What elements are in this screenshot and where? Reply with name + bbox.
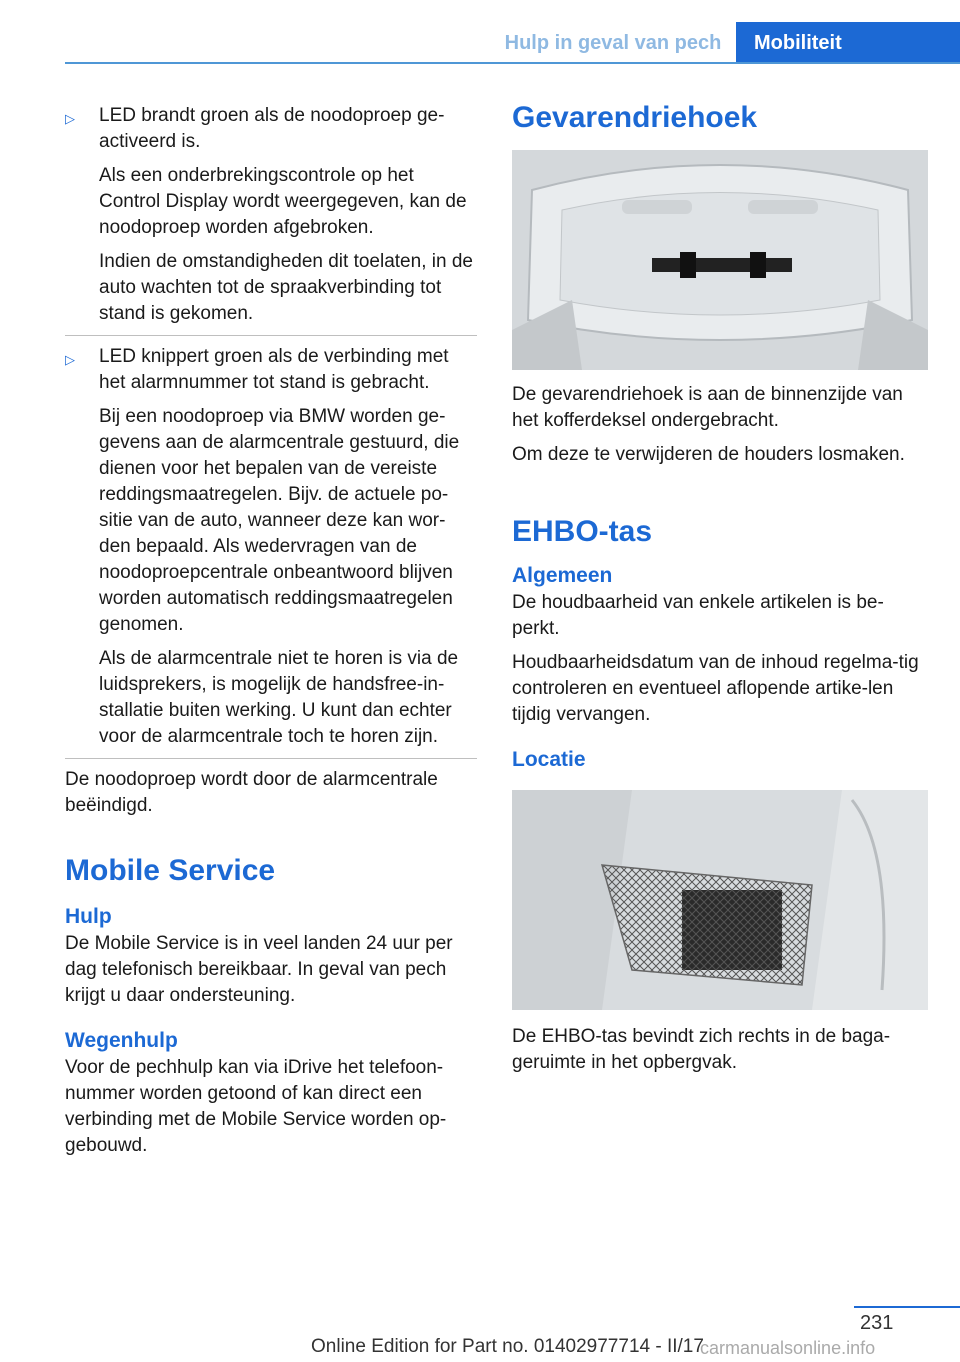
wegenhulp-text: Voor de pechhulp kan via iDrive het telefoon-nummer worden getoond of kan direct een verbinding met de Mobile Service worden op-gebouwd. [65, 1057, 447, 1156]
trunk-lid-image [512, 150, 928, 370]
triangle-bullet-icon: ▷ [65, 111, 75, 126]
algemeen-heading: Algemeen [512, 564, 613, 587]
header-rule [65, 62, 960, 64]
luggage-compartment-image [512, 790, 928, 1010]
chapter-tab[interactable]: Mobiliteit [736, 22, 960, 62]
divider [65, 758, 477, 759]
page-header [0, 22, 960, 62]
ehbo-heading: EHBO-tas [512, 515, 653, 548]
wegenhulp-heading: Wegenhulp [65, 1029, 178, 1052]
triangle-bullet-icon: ▷ [65, 352, 75, 367]
bullet-paragraph: Als de alarmcentrale niet te horen is via de luidsprekers, is mogelijk de handsfree-in-stallatie buiten werking. U kunt dan echter voor de alarmcentrale toch te horen zijn. [99, 648, 459, 747]
bullet-paragraph: Als een onderbrekingscontrole op het Control Display wordt weergegeven, kan de noodoproep worden afgebroken. [99, 165, 467, 238]
hulp-heading: Hulp [65, 905, 112, 928]
algemeen-text-2: Houdbaarheidsdatum van de inhoud regelma-tig controleren en eventueel aflopende artike-len tijdig vervangen. [512, 652, 919, 725]
algemeen-text-1: De houdbaarheid van enkele artikelen is be-perkt. [512, 592, 884, 639]
bullet-lead: LED brandt groen als de noodoproep ge-activeerd is. [99, 105, 445, 152]
watermark: carmanualsonline.info [700, 1338, 876, 1358]
left-column [65, 103, 477, 1167]
bullet-lead: LED knippert groen als de verbinding met het alarmnummer tot stand is gebracht. [99, 346, 449, 393]
edition-note: Online Edition for Part no. 01402977714 - II/17 [311, 1336, 704, 1357]
section-tab[interactable]: Hulp in geval van pech [504, 32, 722, 54]
hulp-text: De Mobile Service is in veel landen 24 uur per dag telefonisch bereikbaar. In geval van pech krijgt u daar ondersteuning. [65, 933, 453, 1006]
footer-rule [854, 1306, 960, 1308]
bullet-led-blinking [65, 344, 477, 750]
bullet-led-green [65, 103, 477, 327]
divider [65, 335, 477, 336]
gevaren-text-2: Om deze te verwijderen de houders losmaken. [512, 444, 905, 465]
right-column [512, 100, 928, 1084]
locatie-heading: Locatie [512, 748, 586, 771]
end-text: De noodoproep wordt door de alarmcentrale beëindigd. [65, 769, 438, 816]
mobile-service-heading: Mobile Service [65, 854, 276, 887]
storage-net-illustration [512, 790, 928, 1010]
bullet-paragraph: Indien de omstandigheden dit toelaten, in de auto wachten tot de spraakverbinding tot stand is gekomen. [99, 251, 473, 324]
trunk-lid-illustration [512, 150, 928, 370]
page-number: 231 [860, 1312, 894, 1334]
locatie-text: De EHBO-tas bevindt zich rechts in de baga-geruimte in het opbergvak. [512, 1026, 891, 1073]
gevarendriehoek-heading: Gevarendriehoek [512, 101, 758, 134]
bullet-paragraph: Bij een noodoproep via BMW worden ge-gevens aan de alarmcentrale gestuurd, die dienen voor het bepalen van de vereiste reddingsmaatregelen. Bijv. de actuele po-sitie van de auto, wanneer deze kan wor-den bepaald. Als wedervragen van de noodoproepcentrale onbeantwoord blijven worden automatisch reddingsmaatregelen genomen. [99, 406, 460, 635]
gevaren-text-1: De gevarendriehoek is aan de binnenzijde van het kofferdeksel ondergebracht. [512, 384, 903, 431]
